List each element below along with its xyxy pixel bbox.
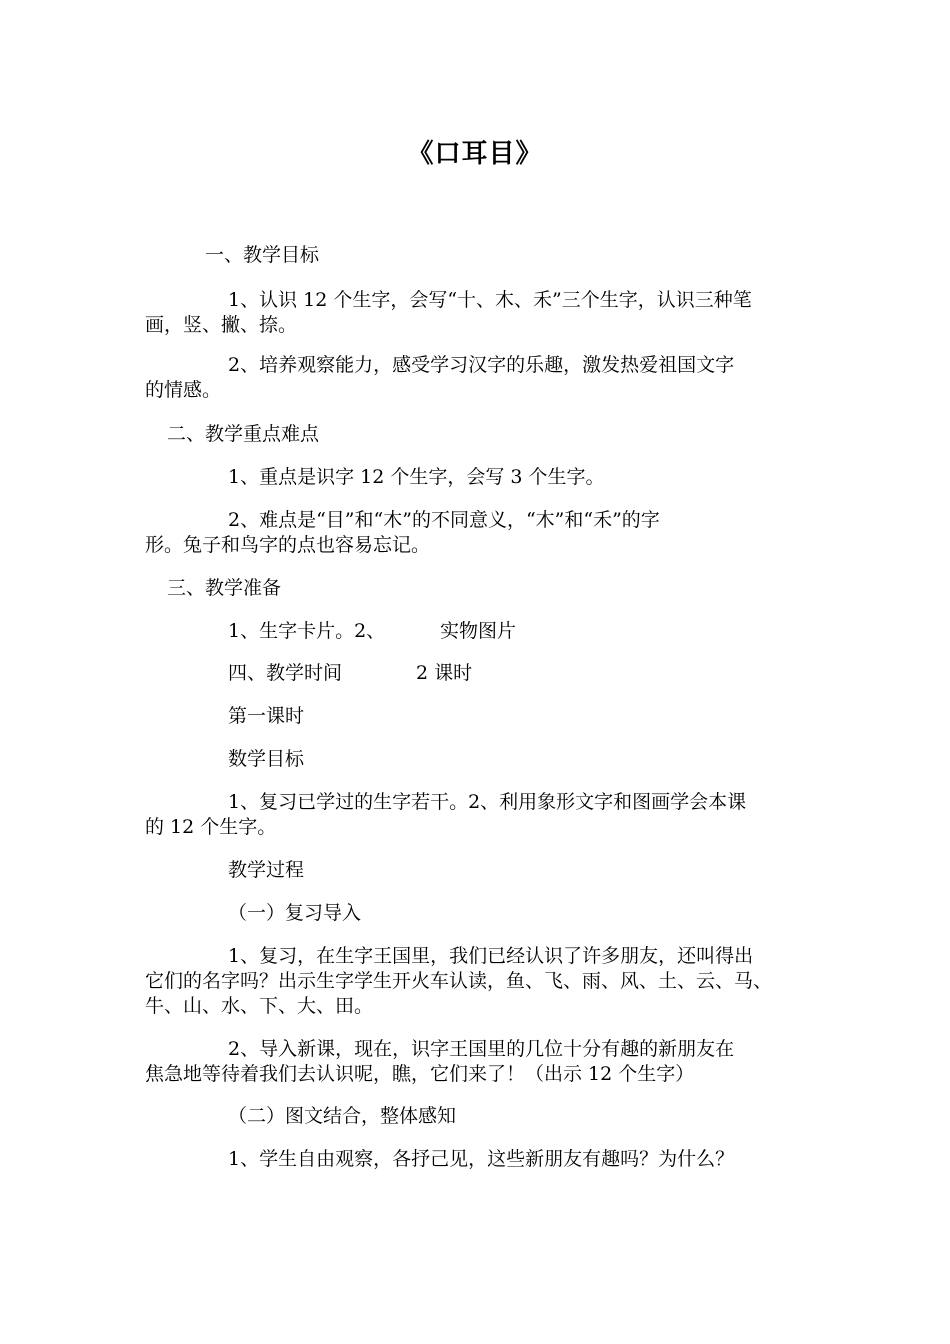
section-heading-goals: 一、教学目标 [205, 244, 320, 266]
paragraph-line: 2、难点是“目”和“木”的不同意义，“木”和“禾”的字 [228, 509, 660, 531]
section-heading-preparation: 三、教学准备 [167, 577, 282, 599]
paragraph-key-point-2 [145, 508, 825, 558]
paragraph-line: 1、复习，在生字王国里，我们已经认识了许多朋友，还叫得出 [228, 945, 754, 967]
paragraph-line: 牛、山、水、下、大、田。 [145, 995, 374, 1017]
paragraph-observation: 1、学生自由观察，各抒己见，这些新朋友有趣吗？为什么？ [228, 1148, 735, 1170]
paragraph-review [145, 944, 825, 1019]
paragraph-line: 1、复习已学过的生字若干。2、利用象形文字和图画学会本课 [228, 791, 747, 813]
paragraph-line: 2、导入新课，现在，识字王国里的几位十分有趣的新朋友在 [228, 1038, 735, 1060]
process-heading: 教学过程 [228, 859, 305, 881]
part-two-heading: （二）图文结合，整体感知 [228, 1105, 457, 1127]
lesson-count: 2 课时 [416, 662, 473, 684]
paragraph-line: 画，竖、撇、捺。 [145, 314, 298, 336]
paragraph-line: 它们的名字吗？出示生字学生开火车认读，鱼、飞、雨、风、土、云、马、 [145, 970, 773, 992]
section-heading-time: 四、教学时间 [228, 662, 343, 684]
paragraph-line: 形。兔子和鸟字的点也容易忘记。 [145, 534, 431, 556]
goal-heading: 数学目标 [228, 748, 305, 770]
paragraph-goal-detail [145, 790, 825, 840]
paragraph-line: 1、认识 12 个生字，会写“十、木、禾”三个生字，认识三种笔 [228, 289, 752, 311]
paragraph-goal-2 [145, 353, 825, 403]
paragraph-line: 的 12 个生字。 [145, 816, 277, 838]
paragraph-introduction [145, 1037, 825, 1087]
lesson-one-heading: 第一课时 [228, 705, 305, 727]
paragraph-key-point-1: 1、重点是识字 12 个生字，会写 3 个生字。 [228, 466, 605, 488]
paragraph-preparation-a: 1、生字卡片。2、 [228, 620, 386, 642]
paragraph-line: 2、培养观察能力，感受学习汉字的乐趣，激发热爱祖国文字 [228, 354, 735, 376]
paragraph-line: 焦急地等待着我们去认识呢，瞧，它们来了！（出示 12 个生字） [145, 1063, 695, 1085]
part-one-heading: （一）复习导入 [228, 902, 362, 924]
paragraph-line: 的情感。 [145, 379, 222, 401]
section-heading-key-points: 二、教学重点难点 [167, 423, 320, 445]
paragraph-preparation-b: 实物图片 [440, 620, 517, 642]
document-title: 《口耳目》 [407, 139, 543, 169]
paragraph-goal-1 [145, 288, 825, 338]
